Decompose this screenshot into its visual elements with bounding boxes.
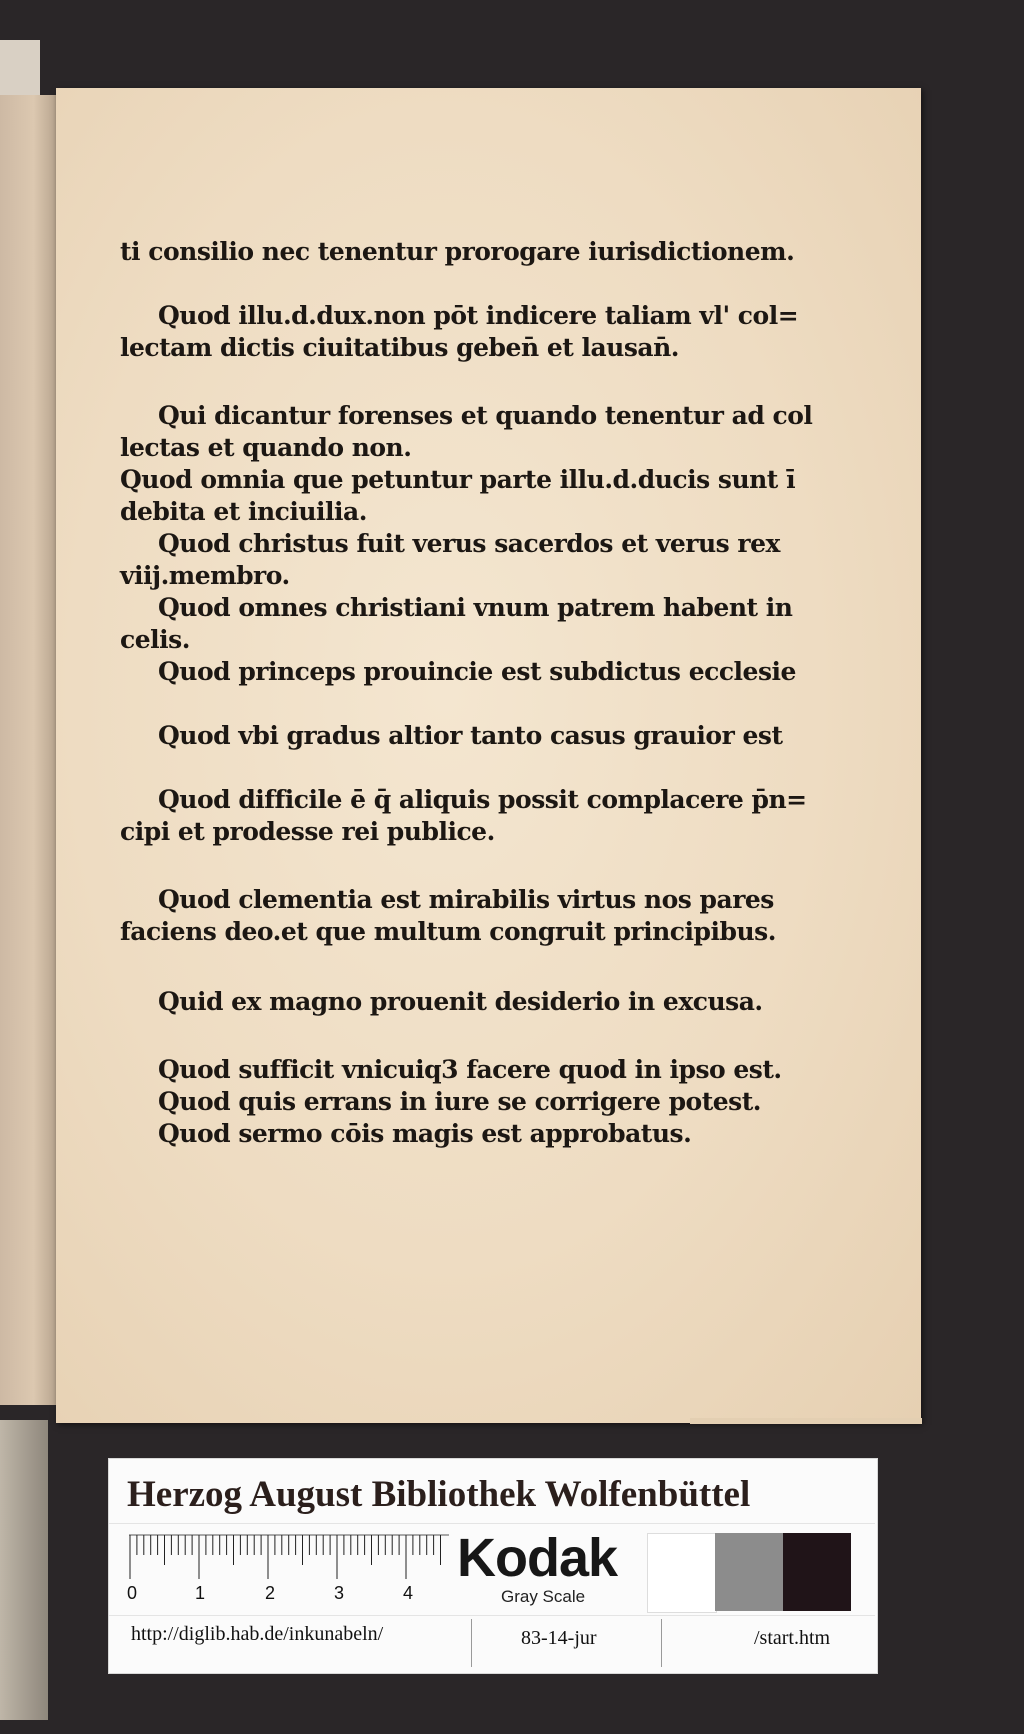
text-line: Quod clementia est mirabilis virtus nos pares <box>158 885 774 914</box>
card-divider <box>661 1619 662 1667</box>
swatch-white <box>647 1533 717 1613</box>
ruler-label: 3 <box>334 1583 345 1603</box>
adjacent-page-lower-edge <box>0 1420 48 1720</box>
text-line: ti consilio nec tenentur prorogare iurisdictionem. <box>120 237 795 266</box>
card-divider <box>109 1615 875 1616</box>
text-line: Quod quis errans in iure se corrigere potest. <box>158 1087 762 1116</box>
text-line: celis. <box>120 625 190 654</box>
text-line: Quod sermo cōis magis est approbatus. <box>158 1119 692 1148</box>
library-target-card <box>108 1458 878 1674</box>
swatch-gray <box>715 1533 783 1611</box>
text-line: Quod christus fuit verus sacerdos et verus rex <box>158 529 780 558</box>
swatch-black <box>783 1533 851 1611</box>
gray-scale-label: Gray Scale <box>501 1587 586 1606</box>
adjacent-page-corner <box>0 40 40 100</box>
text-line: Qui dicantur forenses et quando tenentur ad col <box>158 401 813 430</box>
text-line: lectam dictis ciuitatibus geben̄ et lausan̄. <box>120 333 680 362</box>
text-line: viij.membro. <box>120 561 290 590</box>
shelfmark: 83-14-jur <box>521 1627 597 1649</box>
digital-library-url: http://diglib.hab.de/inkunabeln/ <box>131 1623 384 1645</box>
text-line: lectas et quando non. <box>120 433 412 462</box>
url-suffix: /start.htm <box>754 1627 831 1649</box>
text-line: Quod sufficit vnicuiq3 facere quod in ipso est. <box>158 1055 782 1084</box>
text-line: faciens deo.et que multum congruit principibus. <box>120 917 776 946</box>
ruler-label: 1 <box>195 1583 206 1603</box>
ruler-label: 0 <box>127 1583 138 1603</box>
ruler-scale <box>129 1533 449 1605</box>
text-line: Quod vbi gradus altior tanto casus grauior est <box>158 721 783 750</box>
page-bottom-edge <box>690 1418 922 1424</box>
kodak-logo: Kodak <box>457 1528 618 1588</box>
card-divider <box>471 1619 472 1667</box>
adjacent-page-edge <box>0 95 58 1405</box>
library-name: Herzog August Bibliothek Wolfenbüttel <box>127 1474 751 1515</box>
ruler-ticks <box>129 1533 449 1583</box>
text-line: Quod difficile ē q̄ aliquis possit complacere p̄n= <box>158 785 807 814</box>
ruler-label: 2 <box>265 1583 276 1603</box>
text-line: Quod omnes christiani vnum patrem habent in <box>158 593 793 622</box>
text-line: Quod omnia que petuntur parte illu.d.ducis sunt ī <box>120 465 796 494</box>
book-page <box>56 88 921 1423</box>
card-divider <box>109 1523 875 1524</box>
text-line: Quod illu.d.dux.non pōt indicere taliam vl' col= <box>158 301 799 330</box>
text-line: Quid ex magno prouenit desiderio in excusa. <box>158 987 763 1016</box>
text-line: Quod princeps prouincie est subdictus ecclesie <box>158 657 796 686</box>
ruler-label: 4 <box>403 1583 414 1603</box>
text-line: debita et inciuilia. <box>120 497 367 526</box>
text-line: cipi et prodesse rei publice. <box>120 817 495 846</box>
